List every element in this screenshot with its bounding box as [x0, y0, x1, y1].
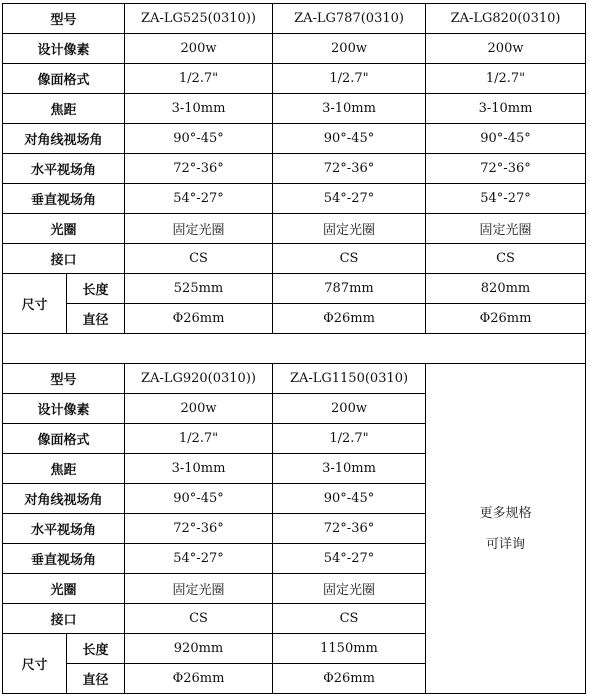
diameter-value: Φ26mm	[125, 664, 273, 694]
diameter-value: Φ26mm	[125, 304, 273, 334]
diameter-value: Φ26mm	[273, 664, 426, 694]
spec-table	[2, 3, 586, 694]
spec-value: 90°-45°	[125, 484, 273, 514]
spec-row	[3, 214, 586, 244]
row-label: 对角线视场角	[3, 484, 125, 514]
spec-value: 90°-45°	[426, 124, 586, 154]
row-label: 接口	[3, 244, 125, 274]
spec-row	[3, 124, 586, 154]
separator-row	[3, 334, 586, 364]
spec-value: 72°-36°	[426, 154, 586, 184]
row-label: 型号	[3, 4, 125, 34]
spec-value: 1/2.7"	[426, 64, 586, 94]
spec-value: 200w	[125, 394, 273, 424]
spec-value: 3-10mm	[273, 454, 426, 484]
spec-row	[3, 94, 586, 124]
row-label: 像面格式	[3, 424, 125, 454]
spec-value: 90°-45°	[273, 484, 426, 514]
row-label: 垂直视场角	[3, 544, 125, 574]
spec-row	[3, 364, 586, 394]
spec-value: 72°-36°	[273, 154, 426, 184]
length-label: 长度	[67, 634, 125, 664]
row-label: 像面格式	[3, 64, 125, 94]
spec-value: 3-10mm	[426, 94, 586, 124]
length-value: 787mm	[273, 274, 426, 304]
spec-value: 54°-27°	[125, 184, 273, 214]
row-label: 设计像素	[3, 34, 125, 64]
size-label: 尺寸	[3, 274, 67, 334]
spec-value: 54°-27°	[273, 184, 426, 214]
spec-row-diameter	[3, 304, 586, 334]
spec-value: ZA-LG525(0310))	[125, 4, 273, 34]
spec-value: CS	[426, 244, 586, 274]
spec-value: 200w	[125, 34, 273, 64]
spec-value: ZA-LG820(0310)	[426, 4, 586, 34]
spec-value: CS	[273, 244, 426, 274]
diameter-value: Φ26mm	[426, 304, 586, 334]
spec-value: ZA-LG787(0310)	[273, 4, 426, 34]
spec-value: 200w	[273, 34, 426, 64]
row-label: 焦距	[3, 454, 125, 484]
length-label: 长度	[67, 274, 125, 304]
spec-value: 1/2.7"	[125, 424, 273, 454]
spec-value: 1/2.7"	[273, 64, 426, 94]
spec-value: 固定光圈	[125, 214, 273, 244]
row-label: 光圈	[3, 574, 125, 604]
more-specs-line: 更多规格	[479, 505, 532, 521]
length-value: 525mm	[125, 274, 273, 304]
row-label: 对角线视场角	[3, 124, 125, 154]
spec-value: ZA-LG920(0310))	[125, 364, 273, 394]
row-label: 水平视场角	[3, 514, 125, 544]
spec-value: 200w	[426, 34, 586, 64]
spec-value: 1/2.7"	[273, 424, 426, 454]
spec-row	[3, 34, 586, 64]
diameter-label: 直径	[67, 304, 125, 334]
spec-value: 72°-36°	[125, 514, 273, 544]
spec-value: 3-10mm	[125, 94, 273, 124]
spec-row-length	[3, 274, 586, 304]
row-label: 接口	[3, 604, 125, 634]
length-value: 820mm	[426, 274, 586, 304]
spec-value: 固定光圈	[273, 214, 426, 244]
spec-row	[3, 244, 586, 274]
spec-value: 90°-45°	[273, 124, 426, 154]
spec-value: CS	[125, 244, 273, 274]
separator	[3, 334, 586, 364]
spec-value: 90°-45°	[125, 124, 273, 154]
spec-row	[3, 184, 586, 214]
diameter-label: 直径	[67, 664, 125, 694]
spec-value: 72°-36°	[273, 514, 426, 544]
spec-value: 3-10mm	[273, 94, 426, 124]
row-label: 光圈	[3, 214, 125, 244]
spec-value: CS	[273, 604, 426, 634]
spec-value: 1/2.7"	[125, 64, 273, 94]
spec-row	[3, 154, 586, 184]
spec-value: 72°-36°	[125, 154, 273, 184]
row-label: 焦距	[3, 94, 125, 124]
more-specs-line: 可详询	[486, 536, 526, 552]
spec-value: 3-10mm	[125, 454, 273, 484]
spec-value: 200w	[273, 394, 426, 424]
length-value: 1150mm	[273, 634, 426, 664]
row-label: 水平视场角	[3, 154, 125, 184]
diameter-value: Φ26mm	[273, 304, 426, 334]
row-label: 型号	[3, 364, 125, 394]
row-label: 设计像素	[3, 394, 125, 424]
spec-value: 固定光圈	[273, 574, 426, 604]
spec-value: 54°-27°	[273, 544, 426, 574]
spec-row	[3, 4, 586, 34]
spec-value: 54°-27°	[426, 184, 586, 214]
length-value: 920mm	[125, 634, 273, 664]
more-specs-note	[426, 364, 586, 694]
row-label: 垂直视场角	[3, 184, 125, 214]
spec-value: 54°-27°	[125, 544, 273, 574]
spec-value: CS	[125, 604, 273, 634]
size-label: 尺寸	[3, 634, 67, 694]
spec-row	[3, 64, 586, 94]
spec-value: 固定光圈	[125, 574, 273, 604]
spec-value: 固定光圈	[426, 214, 586, 244]
spec-value: ZA-LG1150(0310)	[273, 364, 426, 394]
